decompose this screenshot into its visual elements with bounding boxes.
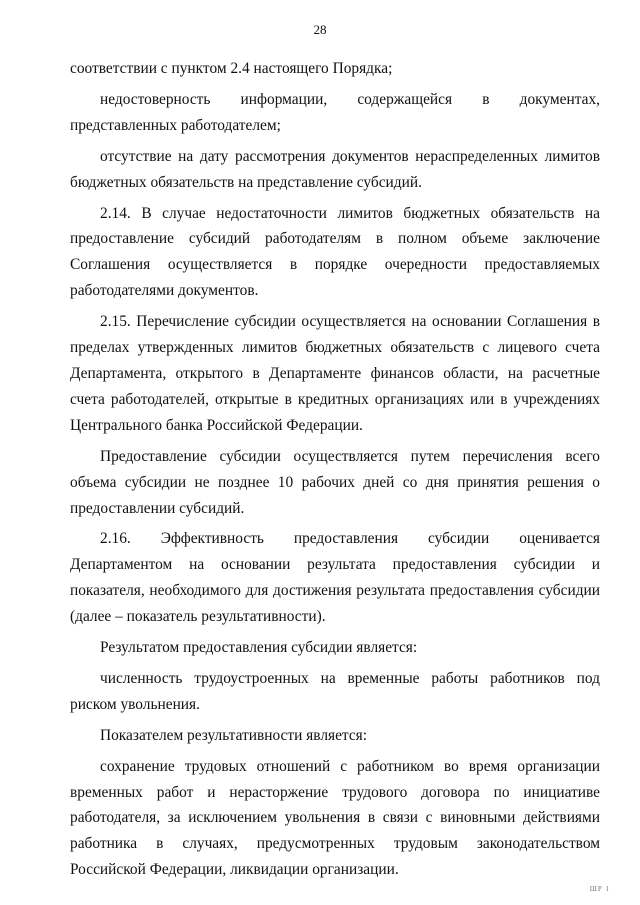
paragraph-result-value: численность трудоустроенных на временные работы работников под риском увольнения. bbox=[70, 669, 600, 713]
paragraph-indicator-heading: Показателем результативности является: bbox=[100, 726, 368, 744]
paragraph-2-16: 2.16. Эффективность предоставления субсидии оценивается Департаментом на основании результата предоставления субсидии и показателя, необходимого для достижения результата предоставления субсидии (далее – показатель результативности). bbox=[70, 530, 600, 626]
paragraph-result-heading: Результатом предоставления субсидии является: bbox=[100, 639, 418, 657]
paragraph-2-15: 2.15. Перечисление субсидии осуществляется на основании Соглашения в пределах утвержденных лимитов бюджетных обязательств с лицевого счета Департамента, открытого в Департаменте финансов области, на расчетные счета работодателей, открытые в кредитных организациях или в учреждениях Центрального банка Российской Федерации. bbox=[70, 313, 600, 434]
paragraph-indicator-value: сохранение трудовых отношений с работником во время организации временных работ и нерасторжение трудового договора по инициативе работодателя, за исключением увольнения в связи с виновными действиями работника в случаях, предусмотренных трудовым законодательством Российской Федерации, ликвидации организации. bbox=[70, 757, 600, 879]
paragraph-unreliable-info: недостоверность информации, содержащейся в документах, представленных работодателем; bbox=[70, 90, 600, 134]
paragraph-transfer-term: Предоставление субсидии осуществляется путем перечисления всего объема субсидии не позднее 10 рабочих дней со дня принятия решения о предоставлении субсидий. bbox=[70, 447, 600, 517]
footer-mark: ШР 1 bbox=[589, 885, 610, 893]
paragraph-2-14: 2.14. В случае недостаточности лимитов бюджетных обязательств на предоставление субсидий работодателям в полном объеме заключение Соглашения осуществляется в порядке очередности предоставляемых работодателями документов. bbox=[70, 204, 600, 300]
paragraph-no-limits: отсутствие на дату рассмотрения документов нераспределенных лимитов бюджетных обязательств на представление субсидий. bbox=[70, 147, 600, 191]
document-body bbox=[70, 56, 600, 883]
page-number: 28 bbox=[313, 22, 327, 37]
paragraph-continuation: соответствии с пунктом 2.4 настоящего Порядка; bbox=[70, 60, 393, 77]
